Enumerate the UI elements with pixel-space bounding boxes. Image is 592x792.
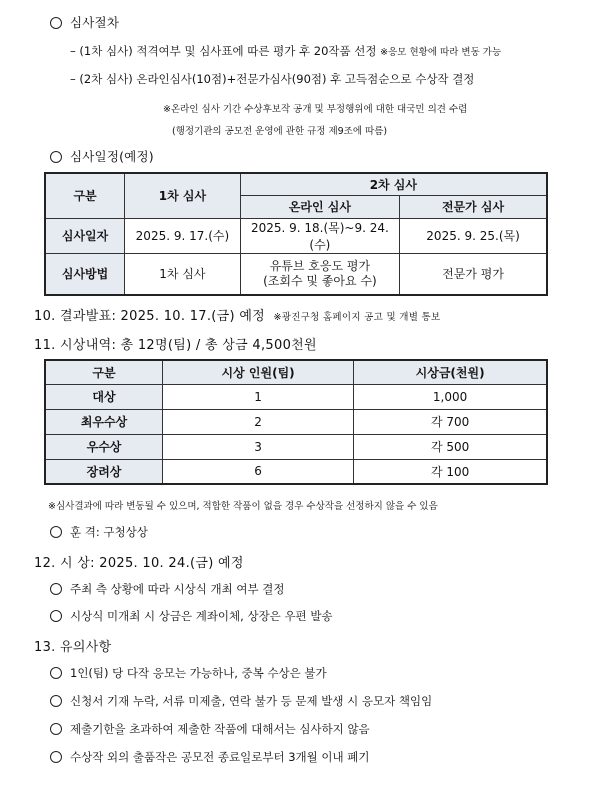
schedule-date-online: 2025. 9. 18.(목)~9. 24.(수) [240,218,399,253]
awards-note: ※심사결과에 따라 변동될 수 있으며, 적합한 작품이 없을 경우 수상작을 선정하지 않을 수 있음 [48,501,438,512]
award-count: 3 [163,434,354,459]
circle-bullet-icon [50,583,62,595]
awards-header-amount: 시상금(천원) [354,360,547,384]
schedule-method-first: 1차 심사 [125,253,241,295]
screening-step1: – (1차 심사) 적격여부 및 심사표에 따른 평가 후 20작품 선정 ※응모 현황에 따라 변동 가능 [70,44,502,58]
schedule-method-online-line2: (조회수 및 좋아요 수) [263,273,377,288]
ceremony-item: 시상식 미개최 시 상금은 계좌이체, 상장은 우편 발송 [50,608,333,624]
screening-note-b: (행정기관의 공모전 운영에 관한 규정 제9조에 따름) [172,126,388,137]
award-category: 우수상 [45,434,163,459]
circle-bullet-icon [50,695,62,707]
schedule-header-online: 온라인 심사 [240,195,399,218]
section-10-note: ※광진구청 홈페이지 공고 및 개별 통보 [273,312,441,323]
section-12-ceremony: 12. 시 상: 2025. 10. 24.(금) 예정 [34,556,244,571]
schedule-method-online-line1: 유튜브 호응도 평가 [269,258,371,273]
schedule-row-date-label: 심사일자 [45,218,125,253]
circle-bullet-icon [50,751,62,763]
schedule-header-second: 2차 심사 [240,173,547,195]
awards-header-category: 구분 [45,360,163,384]
schedule-method-online [240,253,399,295]
notice-item: 수상작 외의 출품작은 공모전 종료일로부터 3개월 이내 폐기 [50,749,370,765]
screening-heading: 심사절차 [50,13,119,31]
table-row [45,384,547,409]
award-count: 1 [163,384,354,409]
schedule-heading: 심사일정(예정) [50,147,154,165]
circle-bullet-icon [50,723,62,735]
table-row [45,459,547,484]
award-amount: 1,000 [354,384,547,409]
awards-header-count: 시상 인원(팀) [163,360,354,384]
screening-step1-note: ※응모 현황에 따라 변동 가능 [380,47,502,58]
notice-item: 제출기한을 초과하여 제출한 작품에 대해서는 심사하지 않음 [50,721,370,737]
ceremony-item: 주최 측 상황에 따라 시상식 개최 여부 결정 [50,581,284,597]
schedule-row-method-label: 심사방법 [45,253,125,295]
award-category: 최우수상 [45,409,163,434]
schedule-date-expert: 2025. 9. 25.(목) [400,218,547,253]
award-count: 6 [163,459,354,484]
circle-bullet-icon [50,667,62,679]
circle-bullet-icon [50,17,62,29]
circle-bullet-icon [50,610,62,622]
section-10-results: 10. 결과발표: 2025. 10. 17.(금) 예정 ※광진구청 홈페이지 공고 및 개별 통보 [34,309,441,324]
schedule-header-category: 구분 [45,173,125,218]
schedule-method-expert: 전문가 평가 [400,253,547,295]
circle-bullet-icon [50,526,62,538]
schedule-date-first: 2025. 9. 17.(수) [125,218,241,253]
screening-step2: – (2차 심사) 온라인심사(10점)+전문가심사(90점) 후 고득점순으로 수상작 결정 [70,72,475,86]
schedule-header-expert: 전문가 심사 [400,195,547,218]
schedule-header-first: 1차 심사 [125,173,241,218]
table-row [45,409,547,434]
award-amount: 각 700 [354,409,547,434]
screening-note-a: ※온라인 심사 기간 수상후보작 공개 및 부정행위에 대한 대국민 의견 수렴 [163,104,468,115]
award-category: 대상 [45,384,163,409]
section-11-awards: 11. 시상내역: 총 12명(팀) / 총 상금 4,500천원 [34,338,317,353]
award-amount: 각 500 [354,434,547,459]
award-count: 2 [163,409,354,434]
notice-item: 1인(팀) 당 다작 응모는 가능하나, 중복 수상은 불가 [50,665,327,681]
notice-item: 신청서 기재 누락, 서류 미제출, 연락 불가 등 문제 발생 시 응모자 책임임 [50,693,432,709]
awards-table [44,359,548,485]
award-amount: 각 100 [354,459,547,484]
section-13-notes: 13. 유의사항 [34,640,112,655]
circle-bullet-icon [50,151,62,163]
schedule-table [44,172,548,296]
award-category: 장려상 [45,459,163,484]
table-row [45,434,547,459]
honor-line: 훈 격: 구청상상 [50,524,148,540]
